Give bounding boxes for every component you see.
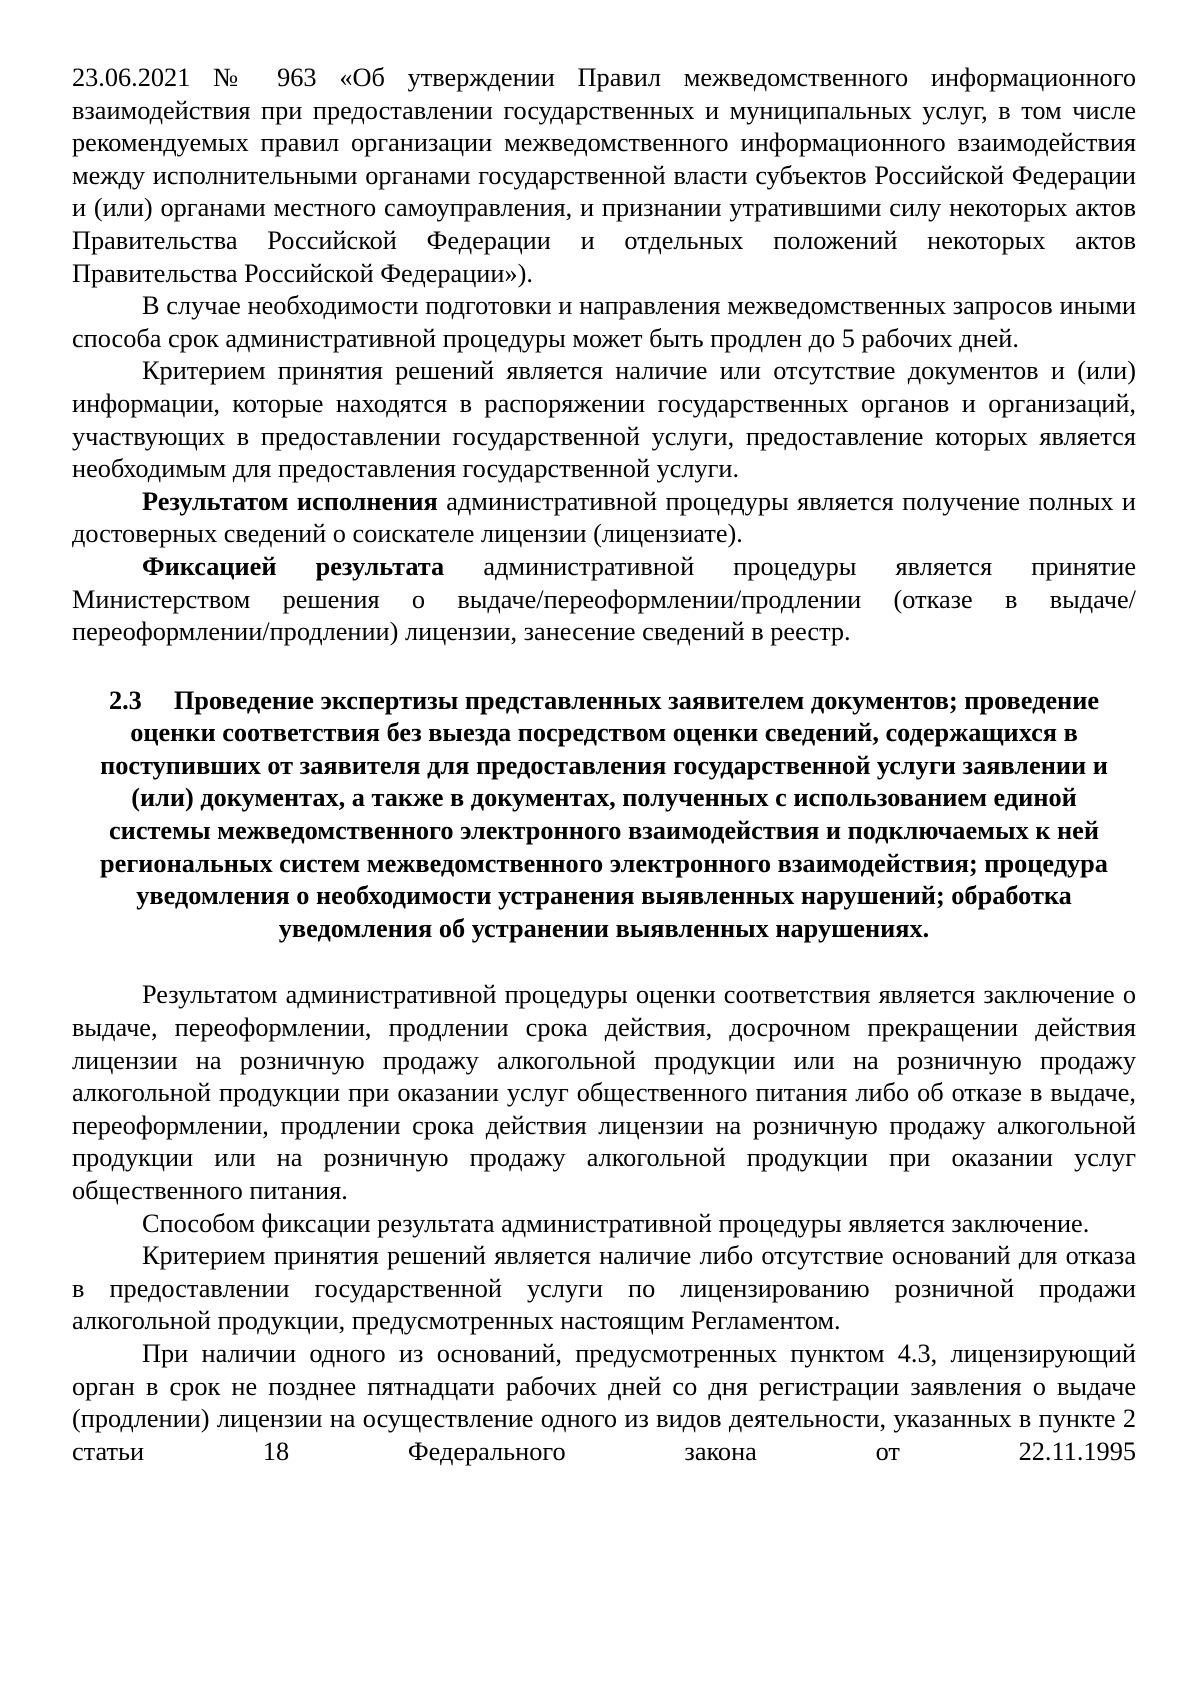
- bold-term: Фиксацией результата: [142, 551, 445, 581]
- paragraph-execution-result: [72, 486, 1136, 551]
- paragraph-assessment-result: Результатом административной процедуры оценки соответствия является заключение о выдаче, переоформлении, продлении срока действия, досрочном прекращении действия лицензии на розничную продажу алкогольной продукции или на розничную продажу алкогольной продукции при оказании услуг общественного питания либо об отказе в выдаче, переоформлении, продлении срока действия лицензии на розничную продажу алкогольной продукции или на розничную продажу алкогольной продукции при оказании услуг общественного питания.: [72, 980, 1136, 1205]
- section-title: Проведение экспертизы представленных заявителем документов; проведение оценки соответствия без выезда посредством оценки сведений, содержащихся в поступивших от заявителя для предоставления государственной услуги заявлении и (или) документах, а также в документах, полученных с использованием единой системы межведомственного электронного взаимодействия и подключаемых к ней региональных систем межведомственного электронного взаимодействия; процедура уведомления о необходимости устранения выявленных нарушений; обработка уведомления об устранении выявленных нарушениях.: [100, 685, 1108, 943]
- paragraph-decision-criterion: Критерием принятия решений является наличие или отсутствие документов и (или) информации, которые находятся в распоряжении государственных органов и организаций, участвующих в предоставлении государственной услуги, предоставление которых является необходимым для предоставления государственной услуги.: [72, 356, 1136, 484]
- paragraph-decree-reference: 23.06.2021 № 963 «Об утверждении Правил межведомственного информационного взаимодействия при предоставлении государственных и муниципальных услуг, в том числе рекомендуемых правил организации межведомственного информационного взаимодействия между исполнительными органами государственной власти субъектов Российской Федерации и (или) органами местного самоуправления, и признании утратившими силу некоторых актов Правительства Российской Федерации и отдельных положений некоторых актов Правительства Российской Федерации»).: [72, 63, 1136, 288]
- paragraph-interagency-requests: В случае необходимости подготовки и направления межведомственных запросов иными способа срок административной процедуры может быть продлен до 5 рабочих дней.: [72, 291, 1136, 353]
- bold-term: Результатом исполнения: [142, 486, 438, 516]
- paragraph-text: административной процедуры является получение полных и достоверных сведений о соискателе лицензии (лицензиате).: [72, 486, 1137, 549]
- paragraph-grounds: При наличии одного из оснований, предусмотренных пунктом 4.3, лицензирующий орган в срок не позднее пятнадцати рабочих дней со дня регистрации заявления о выдаче (продлении) лицензии на осуществление одного из видов деятельности, указанных в пункте 2 статьи 18 Федерального закона от 22.11.1995: [72, 1338, 1136, 1466]
- paragraph-refusal-criterion: Критерием принятия решений является наличие либо отсутствие оснований для отказа в предоставлении государственной услуги по лицензированию розничной продажи алкогольной продукции, предусмотренных настоящим Регламентом.: [72, 1241, 1136, 1336]
- document-page: [72, 62, 1136, 1468]
- paragraph-fixation-method: Способом фиксации результата административной процедуры является заключение.: [142, 1208, 1090, 1238]
- section-number: 2.3: [108, 685, 142, 715]
- paragraph-text: административной процедуры является принятие Министерством решения о выдаче/переоформлении/продлении (отказе в выдаче/переоформлении/продлении) лицензии, занесение сведений в реестр.: [72, 551, 1136, 647]
- paragraph-result-fixation: [72, 551, 1136, 649]
- section-heading: [82, 685, 1126, 946]
